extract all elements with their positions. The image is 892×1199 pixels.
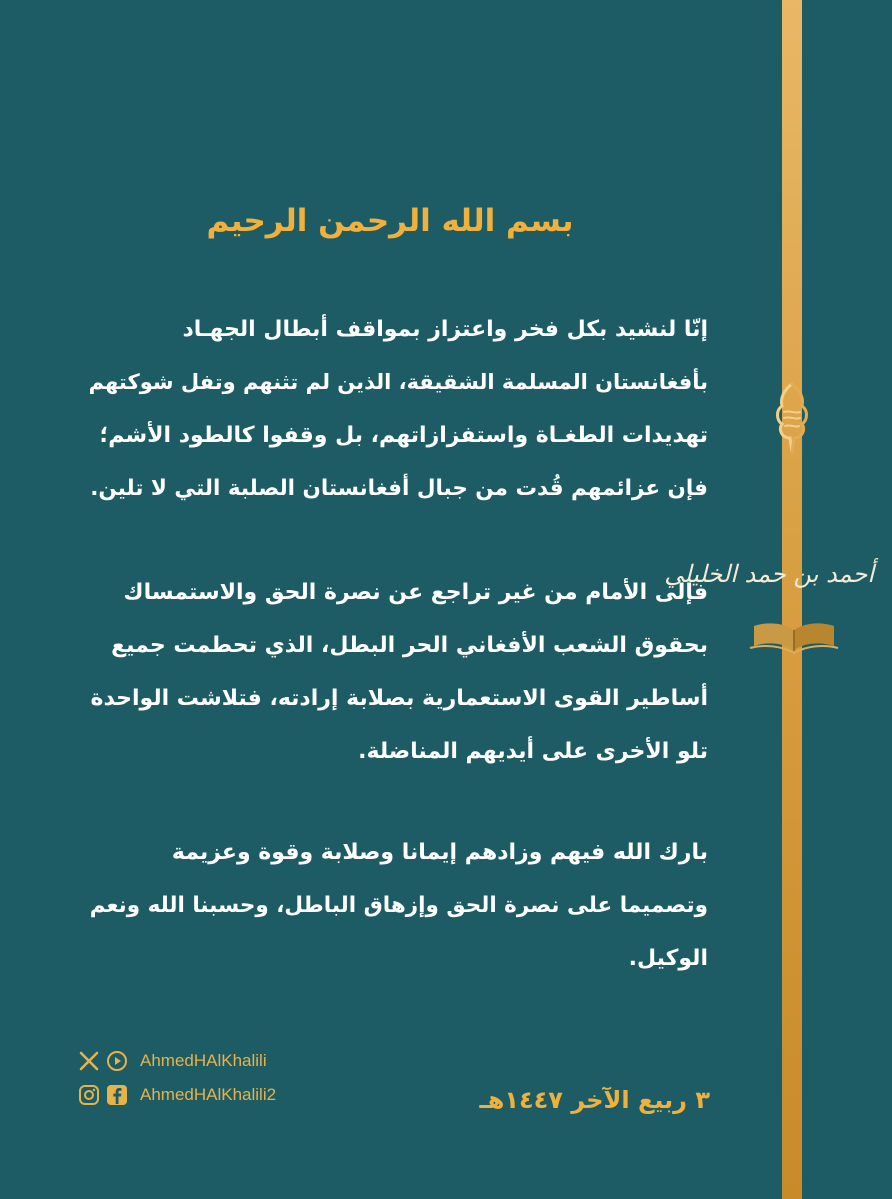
social-row-2 [78,1080,276,1110]
paragraph-1 [88,303,708,515]
instagram-icon[interactable] [78,1084,100,1106]
hijri-date: ٣ ربيع الآخر ١٤٤٧هـ [479,1086,710,1114]
paragraph-3 [88,826,708,985]
paragraph-line: الوكيل. [628,946,708,971]
clasped-hands-icon [770,380,814,456]
paragraph-line: تهديدات الطغـاة واستفزازاتهم، بل وقفوا كالطود الأشم؛ [99,423,708,448]
paragraph-line: بارك الله فيهم وزادهم إيمانا وصلابة وقوة وعزيمة [171,840,708,865]
paragraph-line: وتصميما على نصرة الحق وإزهاق الباطل، وحسبنا الله ونعم [89,893,708,918]
social-row-1 [78,1046,267,1076]
youtube-icon[interactable] [106,1050,128,1072]
signature-text: أحمد بن حمد الخليلي [664,560,874,588]
open-book-icon [748,618,840,654]
paragraph-line: بحقوق الشعب الأفغاني الحر البطل، الذي تحطمت جميع [111,633,708,658]
x-icon[interactable] [78,1050,100,1072]
paragraph-2 [88,566,708,778]
signature [664,548,874,600]
paragraph-line: فإن عزائمهم قُدت من جبال أفغانستان الصلبة التي لا تلين. [90,476,708,501]
social-handle-secondary[interactable]: AhmedHAlKhalili2 [140,1085,277,1104]
paragraph-line: تلو الأخرى على أيديهم المناضلة. [358,739,708,764]
paragraph-line: إنّا لنشيد بكل فخر واعتزاز بمواقف أبطال الجهـاد [182,317,708,342]
page-title: بسم الله الرحمن الرحيم [206,203,574,239]
social-handle-primary[interactable]: AhmedHAlKhalili [140,1051,267,1070]
social-handles [78,1046,338,1116]
paragraph-line: أساطير القوى الاستعمارية بصلابة إرادته، فتلاشت الواحدة [90,686,708,711]
paragraph-line: فإلى الأمام من غير تراجع عن نصرة الحق والاستمساك [123,580,708,605]
paragraph-line: بأفغانستان المسلمة الشقيقة، الذين لم تثنهم وتفل شوكتهم [88,370,708,394]
facebook-icon[interactable] [106,1084,128,1106]
